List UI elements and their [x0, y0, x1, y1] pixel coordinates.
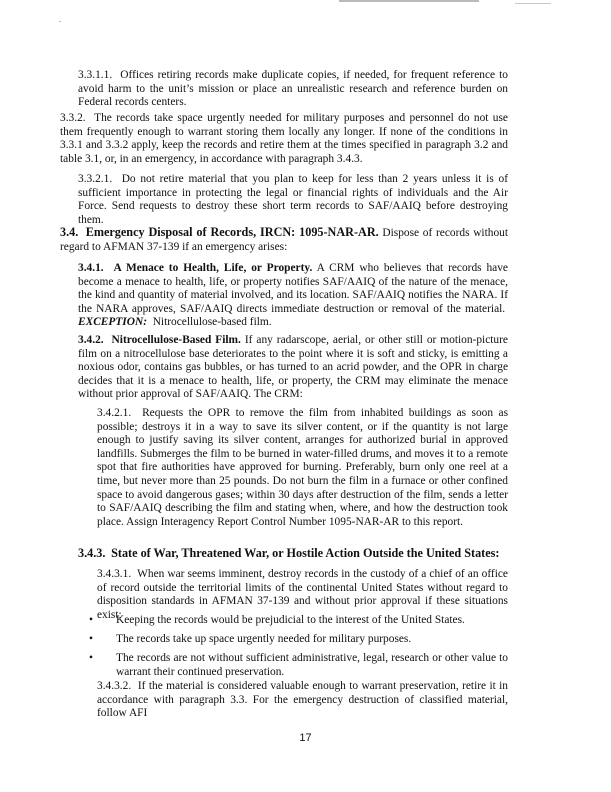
paragraph-text: A CRM who believes that records have become a menace to health, life, or property notifies SAF/AAIQ of the nature of the menace, the kind and quantity of material involved, and its location. SAF/AAIQ notifies the NARA. If the NARA approves, SAF/AAIQ directs immediate destruction or removal of the material.: [78, 262, 508, 315]
paragraph-number: 3.4.3.2.: [97, 680, 132, 692]
paragraph-text: When war seems imminent, destroy records in the custody of a chief of an office of record outside the territorial limits of the continental United States without regard to disposition standards in AFMAN 37-139 and without prior approval if these situations exist:: [97, 568, 508, 621]
paragraph-heading: A Menace to Health, Life, or Property.: [113, 262, 313, 274]
paragraph-number: 3.3.2.: [60, 112, 86, 124]
paragraph-text: If any radarscope, aerial, or other still or motion-picture film on a nitrocellulose base deteriorates to the point where it is soft and sticky, is emitting a noxious odor, contains gas bubbles, or has turned to an acrid powder, and the OPR in charge decides that it is a menace to health, life, or property, the CRM may eliminate the menace without prior approval of SAF/AAIQ. The CRM:: [78, 334, 508, 401]
scan-artifact-dot: [59, 21, 61, 22]
bullet-icon: •: [89, 614, 93, 626]
scan-artifact-line: [515, 3, 551, 4]
paragraph-text: The records take space urgently needed for military purposes and personnel do not use them frequently enough to warrant storing them locally any longer. If none of the conditions in 3.3.1 and 3.3.2 apply, keep the records and retire them at the times specified in paragraph 3.2 and table 3.1, or, in an emergency, in accordance with paragraph 3.4.3.: [60, 112, 508, 165]
scan-artifact-line: [339, 0, 479, 2]
paragraph-text: Offices retiring records make duplicate copies, if needed, for frequent reference to avoid harm to the unit’s mission or place an unrealistic research and reference burden on Federal records centers.: [78, 69, 508, 109]
paragraph-3-4-2-1: [97, 407, 508, 529]
paragraph-3-4-2: [78, 334, 508, 402]
section-3-4: [60, 226, 508, 254]
paragraph-heading: State of War, Threatened War, or Hostile Action Outside the United States:: [111, 546, 500, 560]
paragraph-number: 3.4.1.: [78, 262, 104, 274]
bullet-list: [89, 614, 508, 685]
paragraph-3-3-2-1: [78, 173, 508, 227]
paragraph-text: Requests the OPR to remove the film from inhabited buildings as soon as possible; destroys it in a way to save its silver content, or if the quantity is not large enough to justify saving its silver content, arranges for authorized burial in approved landfills. Submerges the film to be burned in water-filled drums, and moves it to a remote spot that fire authorities have approved for burning. Preferably, burn only one reel at a time, but never more than 25 pounds. Do not burn the film in a furnace or other confined space to avoid dangerous gases; within 30 days after destruction of the film, sends a letter to SAF/AAIQ describing the film and stating when, where, and how the destruction took place. Assign Interagency Report Control Number 1095-NAR-AR to this report.: [97, 407, 509, 528]
section-heading: Emergency Disposal of Records, IRCN: 1095-NAR-AR.: [85, 225, 379, 239]
bullet-icon: •: [89, 633, 93, 646]
paragraph-text: Dispose of records without regard to AFMAN 37-139 if an emergency arises:: [60, 227, 509, 253]
paragraph-3-4-3: [78, 547, 508, 562]
paragraph-number: 3.4.3.: [78, 546, 106, 560]
list-item: • Keeping the records would be prejudicial to the interest of the United States.: [89, 614, 465, 626]
list-item: • The records are not without sufficient administrative, legal, research or other value to warrant their continued preservation.: [89, 652, 508, 678]
list-item: • The records take up space urgently needed for military purposes.: [89, 633, 412, 646]
paragraph-number: 3.4.2.: [78, 334, 104, 346]
paragraph-number: 3.4.3.1.: [97, 568, 132, 580]
paragraph-3-4-3-2: [97, 680, 508, 721]
paragraph-number: 3.4.2.1.: [97, 407, 132, 419]
page-number: 17: [299, 732, 312, 744]
section-number: 3.4.: [60, 225, 79, 239]
paragraph-3-3-2: [60, 112, 508, 166]
exception-label: EXCEPTION:: [78, 316, 147, 329]
paragraph-text: If the material is considered valuable enough to warrant preservation, retire it in accordance with paragraph 3.3. For the emergency destruction of classified material, follow AFI: [97, 680, 509, 720]
exception-text: Nitrocellulose-based film.: [152, 316, 272, 329]
paragraph-heading: Nitrocellulose-Based Film.: [111, 334, 241, 346]
paragraph-number: 3.3.1.1.: [78, 69, 113, 81]
paragraph-3-3-1-1: [78, 69, 508, 110]
paragraph-number: 3.3.2.1.: [78, 173, 113, 185]
paragraph-3-4-1: [78, 262, 508, 330]
bullet-icon: •: [89, 652, 93, 665]
paragraph-text: Do not retire material that you plan to keep for less than 2 years unless it is of sufficient importance in protecting the legal or financial rights of individuals and the Air Force. Send requests to destroy these short term records to SAF/AAIQ before destroying them.: [78, 173, 509, 226]
